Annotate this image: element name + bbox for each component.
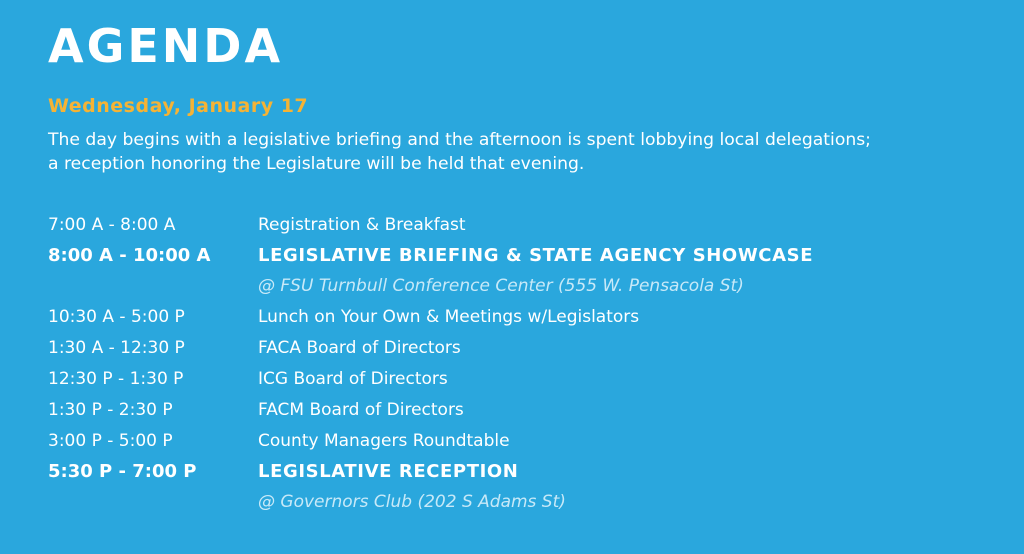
schedule-row — [48, 301, 1008, 332]
schedule-event: County Managers Roundtable — [258, 430, 510, 451]
schedule-event: LEGISLATIVE BRIEFING & STATE AGENCY SHOWCASE — [258, 245, 814, 266]
schedule-location: @ FSU Turnbull Conference Center (555 W. Pensacola St) — [258, 276, 744, 296]
schedule-event: FACM Board of Directors — [258, 399, 464, 420]
schedule-row — [48, 394, 1008, 425]
schedule-event: FACA Board of Directors — [258, 337, 461, 358]
schedule-time: 1:30 A - 12:30 P — [48, 337, 185, 358]
schedule-row — [48, 209, 1008, 240]
schedule-location: @ Governors Club (202 S Adams St) — [258, 492, 566, 512]
schedule-event: LEGISLATIVE RECEPTION — [258, 461, 519, 482]
schedule-location-row — [48, 271, 1008, 301]
schedule-list — [48, 209, 1008, 517]
intro-line-2: a reception honoring the Legislature will be held that evening. — [48, 154, 585, 174]
schedule-row-highlight — [48, 240, 1008, 271]
schedule-row — [48, 363, 1008, 394]
event-date: Wednesday, January 17 — [48, 95, 309, 117]
schedule-time: 10:30 A - 5:00 P — [48, 306, 185, 327]
schedule-row-highlight — [48, 456, 1008, 487]
schedule-row — [48, 332, 1008, 363]
schedule-time: 12:30 P - 1:30 P — [48, 368, 184, 389]
page-title: AGENDA — [48, 19, 284, 73]
schedule-time: 1:30 P - 2:30 P — [48, 399, 173, 420]
schedule-time: 5:30 P - 7:00 P — [48, 461, 197, 482]
schedule-location-row — [48, 487, 1008, 517]
schedule-event: ICG Board of Directors — [258, 368, 448, 389]
schedule-event: Lunch on Your Own & Meetings w/Legislators — [258, 306, 640, 327]
schedule-time: 3:00 P - 5:00 P — [48, 430, 173, 451]
intro-text — [48, 128, 1008, 176]
schedule-row — [48, 425, 1008, 456]
schedule-time: 8:00 A - 10:00 A — [48, 245, 211, 266]
intro-line-1: The day begins with a legislative briefing and the afternoon is spent lobbying local delegations; — [48, 130, 871, 150]
schedule-time: 7:00 A - 8:00 A — [48, 214, 176, 235]
schedule-event: Registration & Breakfast — [258, 214, 466, 235]
